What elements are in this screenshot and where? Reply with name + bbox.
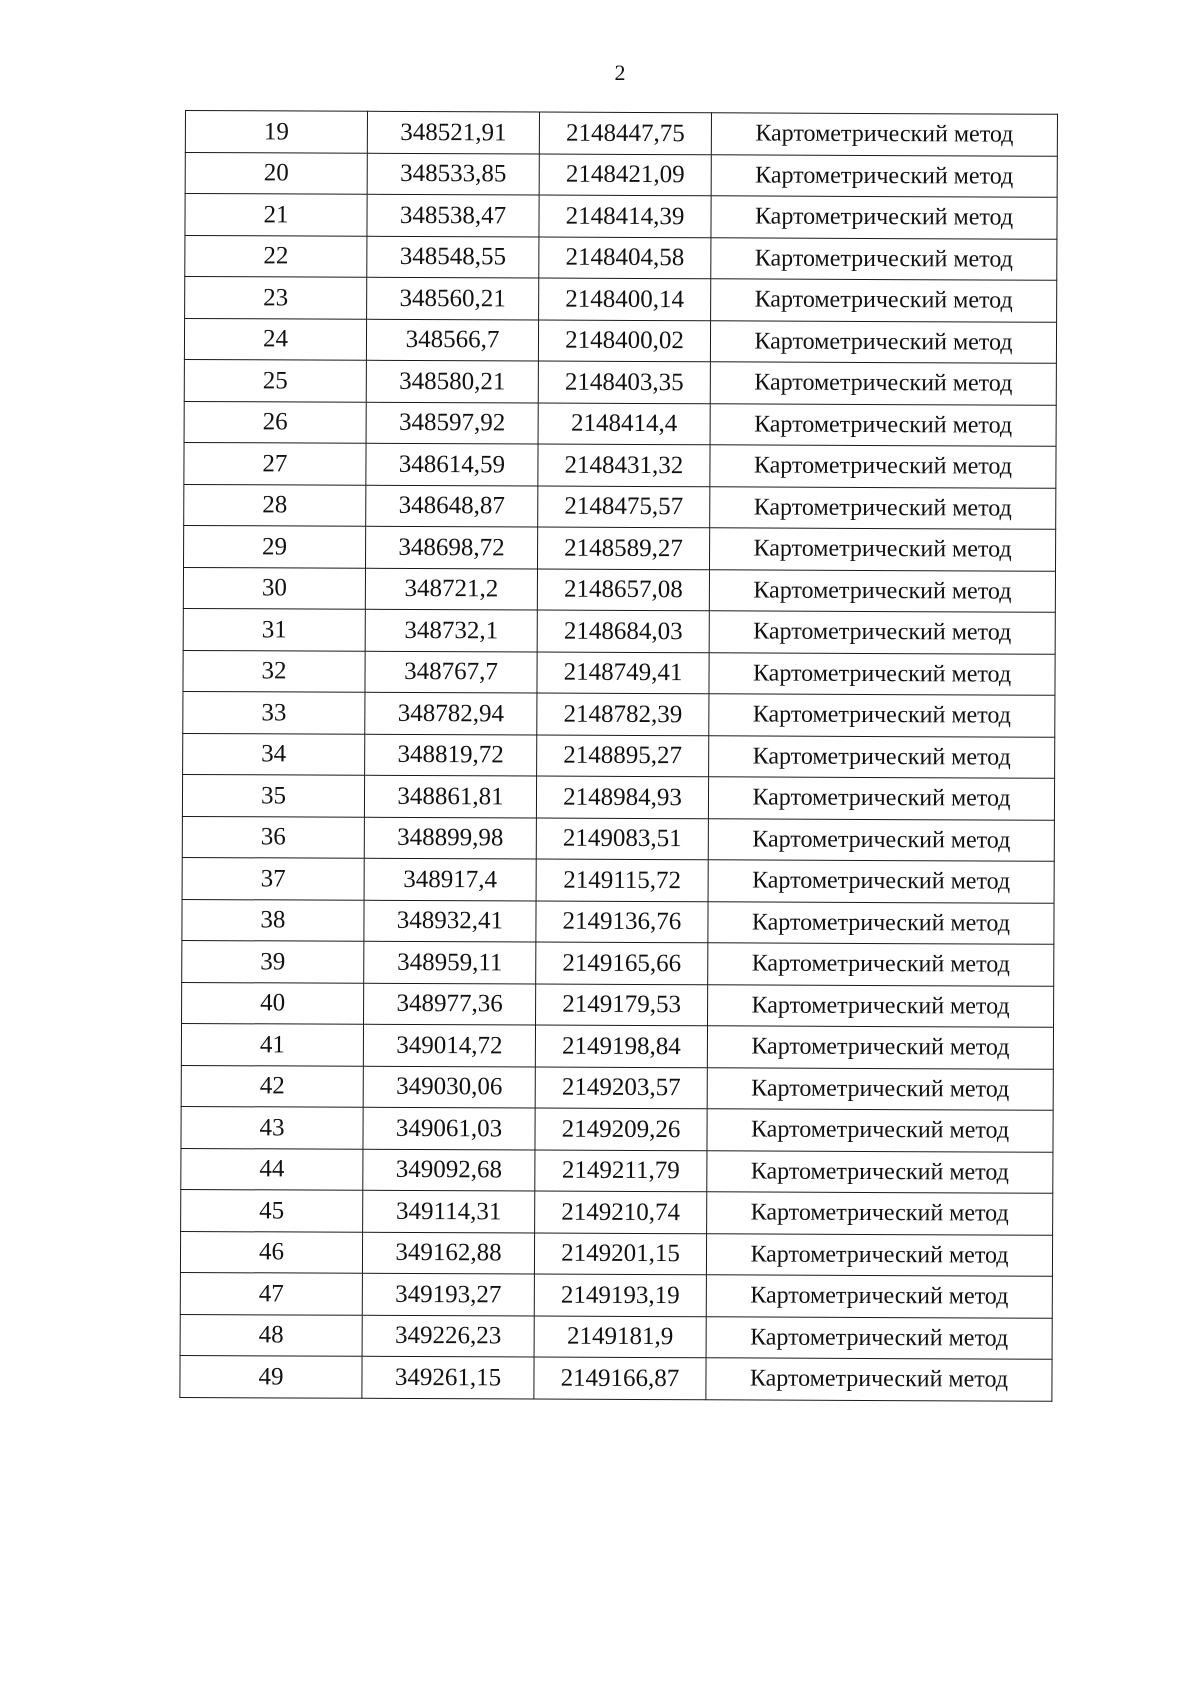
table-row	[185, 277, 1057, 322]
table-row	[180, 1314, 1052, 1359]
y-coordinate-cell: 2148400,14	[539, 278, 711, 320]
x-coordinate-cell: 349061,03	[363, 1107, 535, 1149]
method-cell: Картометрический метод	[711, 113, 1057, 156]
point-number-cell: 48	[180, 1314, 362, 1356]
x-coordinate-cell: 348614,59	[366, 443, 538, 485]
method-cell: Картометрический метод	[710, 445, 1056, 488]
coordinates-table	[179, 110, 1058, 1401]
method-cell: Картометрический метод	[706, 1275, 1052, 1318]
x-coordinate-cell: 348533,85	[367, 153, 539, 195]
table-row	[183, 608, 1055, 653]
table-row	[180, 1355, 1052, 1400]
point-number-cell: 19	[185, 111, 367, 153]
y-coordinate-cell: 2149203,57	[535, 1067, 707, 1109]
y-coordinate-cell: 2149211,79	[535, 1150, 707, 1192]
x-coordinate-cell: 348819,72	[365, 734, 537, 776]
x-coordinate-cell: 348932,41	[364, 900, 536, 942]
point-number-cell: 40	[182, 982, 364, 1024]
point-number-cell: 30	[183, 567, 365, 609]
method-cell: Картометрический метод	[707, 1150, 1053, 1193]
method-cell: Картометрический метод	[706, 1358, 1052, 1401]
x-coordinate-cell: 349030,06	[363, 1066, 535, 1108]
coordinates-table-body	[180, 111, 1058, 1401]
point-number-cell: 29	[184, 525, 366, 567]
table-row	[182, 774, 1054, 819]
x-coordinate-cell: 349261,15	[362, 1356, 534, 1398]
x-coordinate-cell: 348560,21	[367, 277, 539, 319]
method-cell: Картометрический метод	[708, 984, 1054, 1027]
y-coordinate-cell: 2149083,51	[536, 818, 708, 860]
table-row	[184, 525, 1056, 570]
table-row	[185, 194, 1057, 239]
method-cell: Картометрический метод	[711, 279, 1057, 322]
x-coordinate-cell: 348917,4	[364, 858, 536, 900]
x-coordinate-cell: 348767,7	[365, 651, 537, 693]
table-row	[182, 940, 1054, 985]
point-number-cell: 41	[181, 1023, 363, 1065]
table-row	[182, 857, 1054, 902]
point-number-cell: 25	[184, 359, 366, 401]
method-cell: Картометрический метод	[707, 1026, 1053, 1069]
y-coordinate-cell: 2148684,03	[537, 610, 709, 652]
point-number-cell: 38	[182, 899, 364, 941]
method-cell: Картометрический метод	[711, 154, 1057, 197]
method-cell: Картометрический метод	[709, 569, 1055, 612]
point-number-cell: 26	[184, 401, 366, 443]
table-row	[183, 567, 1055, 612]
y-coordinate-cell: 2148414,39	[539, 195, 711, 237]
y-coordinate-cell: 2149165,66	[536, 942, 708, 984]
point-number-cell: 44	[181, 1148, 363, 1190]
y-coordinate-cell: 2148431,32	[538, 444, 710, 486]
method-cell: Картометрический метод	[708, 860, 1054, 903]
x-coordinate-cell: 348899,98	[364, 817, 536, 859]
table-row	[184, 318, 1056, 363]
y-coordinate-cell: 2148782,39	[537, 693, 709, 735]
point-number-cell: 45	[181, 1189, 363, 1231]
x-coordinate-cell: 348782,94	[365, 692, 537, 734]
table-row	[181, 1023, 1053, 1068]
y-coordinate-cell: 2149198,84	[535, 1025, 707, 1067]
y-coordinate-cell: 2148984,93	[536, 776, 708, 818]
point-number-cell: 27	[184, 442, 366, 484]
method-cell: Картометрический метод	[706, 1233, 1052, 1276]
x-coordinate-cell: 348698,72	[366, 526, 538, 568]
y-coordinate-cell: 2148404,58	[539, 237, 711, 279]
point-number-cell: 46	[180, 1231, 362, 1273]
point-number-cell: 32	[183, 650, 365, 692]
y-coordinate-cell: 2148589,27	[538, 527, 710, 569]
table-row	[185, 111, 1057, 156]
method-cell: Картометрический метод	[708, 777, 1054, 820]
x-coordinate-cell: 348977,36	[364, 983, 536, 1025]
x-coordinate-cell: 348521,91	[367, 111, 539, 153]
table-row	[183, 691, 1055, 736]
method-cell: Картометрический метод	[707, 1192, 1053, 1235]
table-row	[184, 484, 1056, 529]
y-coordinate-cell: 2148749,41	[537, 652, 709, 694]
y-coordinate-cell: 2149136,76	[536, 901, 708, 943]
y-coordinate-cell: 2148447,75	[539, 112, 711, 154]
point-number-cell: 31	[183, 608, 365, 650]
page-number: 2	[614, 60, 626, 85]
method-cell: Картометрический метод	[710, 403, 1056, 446]
x-coordinate-cell: 349092,68	[363, 1149, 535, 1191]
y-coordinate-cell: 2148657,08	[537, 569, 709, 611]
x-coordinate-cell: 348732,1	[365, 609, 537, 651]
point-number-cell: 39	[182, 940, 364, 982]
table-row	[183, 733, 1055, 778]
y-coordinate-cell: 2148400,02	[538, 320, 710, 362]
table-row	[181, 1148, 1053, 1193]
table-row	[180, 1272, 1052, 1317]
table-row	[184, 442, 1056, 487]
y-coordinate-cell: 2149181,9	[534, 1316, 706, 1358]
x-coordinate-cell: 349014,72	[363, 1024, 535, 1066]
table-row	[181, 1189, 1053, 1234]
method-cell: Картометрический метод	[710, 320, 1056, 363]
y-coordinate-cell: 2149210,74	[535, 1191, 707, 1233]
y-coordinate-cell: 2149193,19	[534, 1274, 706, 1316]
point-number-cell: 47	[180, 1272, 362, 1314]
method-cell: Картометрический метод	[711, 237, 1057, 280]
point-number-cell: 35	[182, 774, 364, 816]
x-coordinate-cell: 349226,23	[362, 1315, 534, 1357]
method-cell: Картометрический метод	[710, 486, 1056, 529]
y-coordinate-cell: 2149179,53	[536, 984, 708, 1026]
y-coordinate-cell: 2149209,26	[535, 1108, 707, 1150]
y-coordinate-cell: 2148403,35	[538, 361, 710, 403]
table-row	[183, 650, 1055, 695]
point-number-cell: 20	[185, 152, 367, 194]
x-coordinate-cell: 348959,11	[364, 941, 536, 983]
table-row	[181, 1106, 1053, 1151]
x-coordinate-cell: 348566,7	[366, 319, 538, 361]
y-coordinate-cell: 2149166,87	[534, 1357, 706, 1399]
method-cell: Картометрический метод	[706, 1316, 1052, 1359]
x-coordinate-cell: 349162,88	[362, 1232, 534, 1274]
point-number-cell: 24	[184, 318, 366, 360]
table-row	[185, 152, 1057, 197]
x-coordinate-cell: 349114,31	[363, 1190, 535, 1232]
method-cell: Картометрический метод	[708, 943, 1054, 986]
point-number-cell: 33	[183, 691, 365, 733]
point-number-cell: 22	[185, 235, 367, 277]
point-number-cell: 28	[184, 484, 366, 526]
method-cell: Картометрический метод	[710, 528, 1056, 571]
point-number-cell: 37	[182, 857, 364, 899]
method-cell: Картометрический метод	[710, 362, 1056, 405]
y-coordinate-cell: 2149115,72	[536, 859, 708, 901]
point-number-cell: 43	[181, 1106, 363, 1148]
table-row	[180, 1231, 1052, 1276]
method-cell: Картометрический метод	[709, 652, 1055, 695]
method-cell: Картометрический метод	[707, 1109, 1053, 1152]
method-cell: Картометрический метод	[708, 901, 1054, 944]
x-coordinate-cell: 349193,27	[362, 1273, 534, 1315]
table-row	[184, 401, 1056, 446]
y-coordinate-cell: 2149201,15	[534, 1233, 706, 1275]
method-cell: Картометрический метод	[709, 611, 1055, 654]
y-coordinate-cell: 2148895,27	[537, 735, 709, 777]
method-cell: Картометрический метод	[707, 1067, 1053, 1110]
x-coordinate-cell: 348597,92	[366, 402, 538, 444]
x-coordinate-cell: 348648,87	[366, 485, 538, 527]
method-cell: Картометрический метод	[709, 735, 1055, 778]
point-number-cell: 36	[182, 816, 364, 858]
method-cell: Картометрический метод	[709, 694, 1055, 737]
table-row	[182, 816, 1054, 861]
table-row	[184, 359, 1056, 404]
x-coordinate-cell: 348580,21	[366, 360, 538, 402]
table-row	[185, 235, 1057, 280]
y-coordinate-cell: 2148475,57	[538, 486, 710, 528]
table-row	[182, 899, 1054, 944]
y-coordinate-cell: 2148421,09	[539, 154, 711, 196]
method-cell: Картометрический метод	[711, 196, 1057, 239]
x-coordinate-cell: 348721,2	[365, 568, 537, 610]
y-coordinate-cell: 2148414,4	[538, 403, 710, 445]
point-number-cell: 21	[185, 194, 367, 236]
table-row	[182, 982, 1054, 1027]
method-cell: Картометрический метод	[708, 818, 1054, 861]
x-coordinate-cell: 348548,55	[367, 236, 539, 278]
point-number-cell: 49	[180, 1355, 362, 1397]
x-coordinate-cell: 348538,47	[367, 194, 539, 236]
point-number-cell: 34	[183, 733, 365, 775]
point-number-cell: 23	[185, 277, 367, 319]
point-number-cell: 42	[181, 1065, 363, 1107]
table-row	[181, 1065, 1053, 1110]
x-coordinate-cell: 348861,81	[364, 775, 536, 817]
